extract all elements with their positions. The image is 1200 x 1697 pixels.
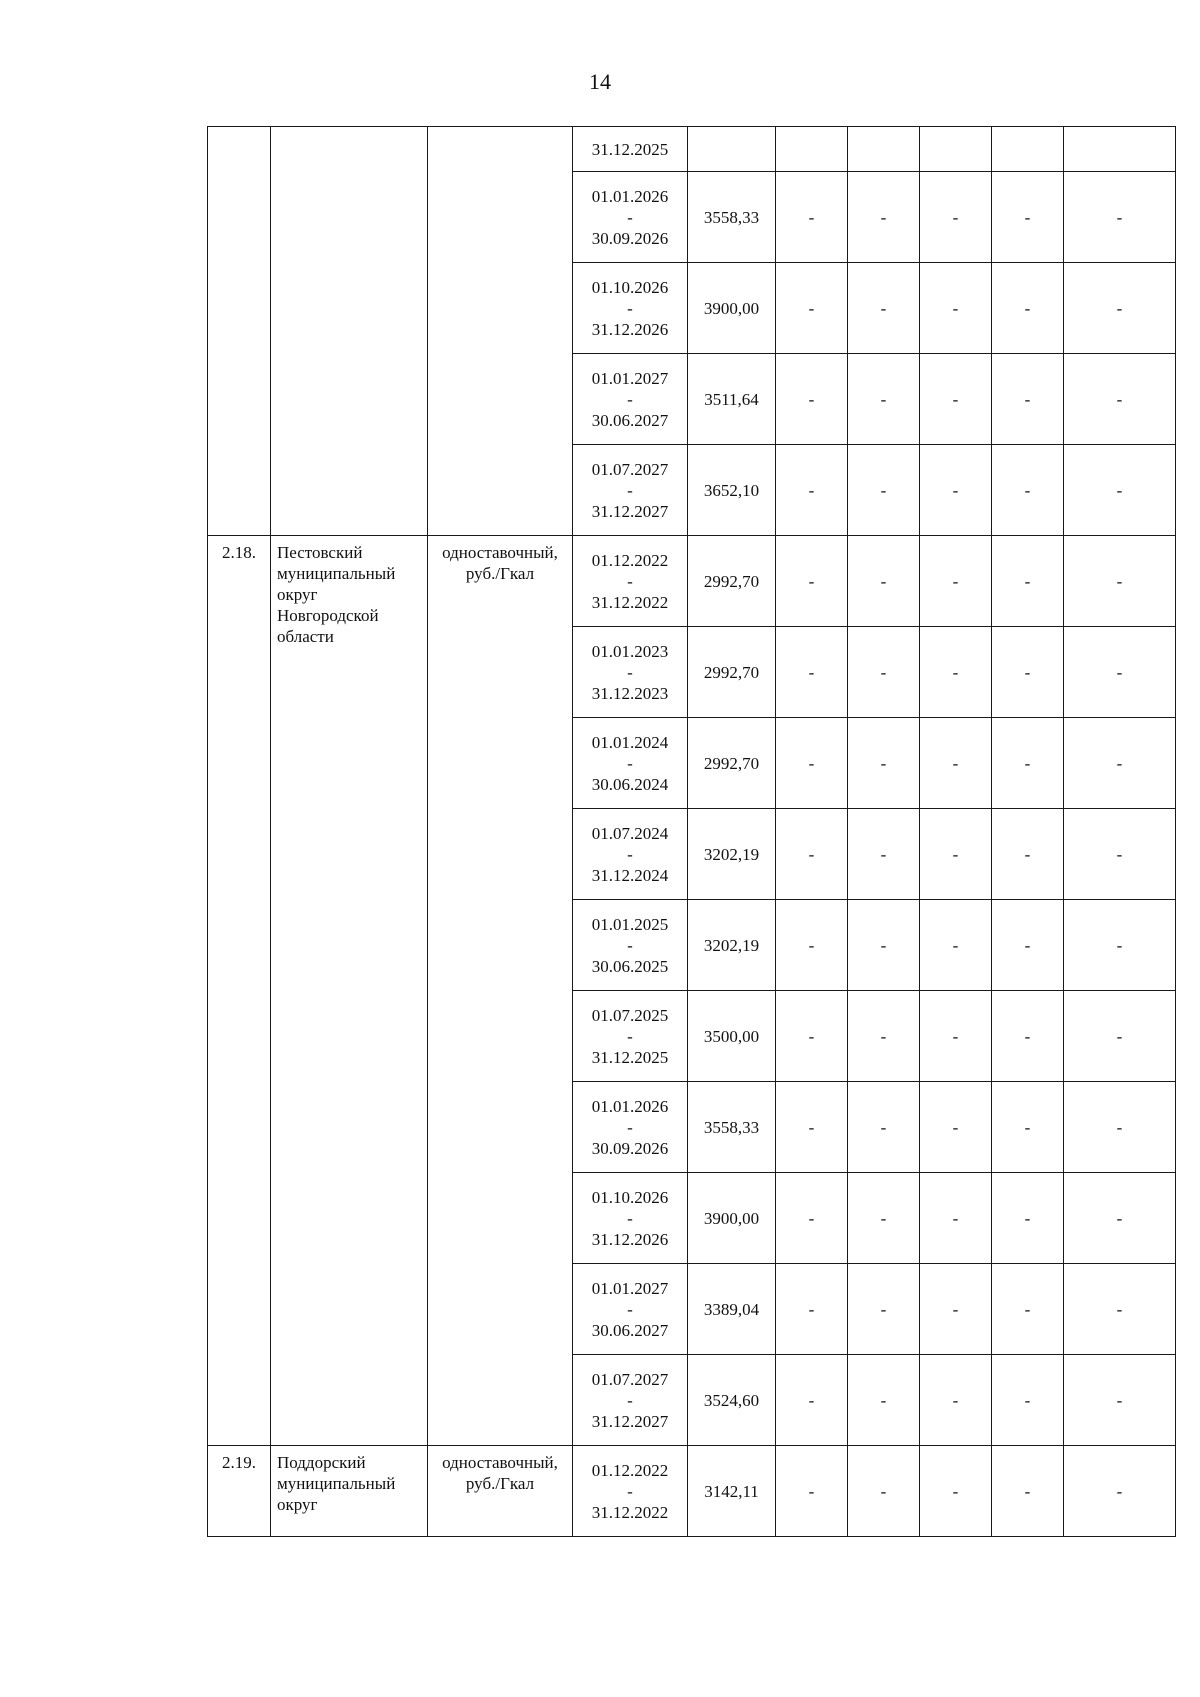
period-end: 31.12.2026 xyxy=(591,1229,669,1249)
period-sep: - xyxy=(627,1390,633,1410)
dash-cell: - xyxy=(992,172,1064,263)
period-end: 30.06.2025 xyxy=(591,956,669,976)
period-end: 30.06.2027 xyxy=(591,1320,669,1340)
dash-cell: - xyxy=(920,1446,992,1537)
period-cell xyxy=(573,445,688,536)
dash-cell: - xyxy=(992,1264,1064,1355)
period-end: 31.12.2022 xyxy=(591,1502,669,1522)
period-cell xyxy=(573,354,688,445)
table-row xyxy=(208,1446,1176,1537)
value-cell: 2992,70 xyxy=(688,627,776,718)
dash-cell: - xyxy=(920,627,992,718)
dash-cell: - xyxy=(992,809,1064,900)
page-number: 14 xyxy=(589,69,611,94)
period-cell xyxy=(573,900,688,991)
row-number-cell: 2.19. xyxy=(208,1446,271,1537)
period-start: 01.07.2024 xyxy=(591,823,669,843)
dash-cell: - xyxy=(1064,900,1176,991)
period-end: 31.12.2026 xyxy=(591,319,669,339)
period-start: 01.07.2025 xyxy=(591,1005,669,1025)
dash-cell: - xyxy=(848,991,920,1082)
dash-cell: - xyxy=(776,1355,848,1446)
period-sep: - xyxy=(627,1481,633,1501)
period-start: 01.01.2027 xyxy=(591,368,669,388)
dash-cell: - xyxy=(920,354,992,445)
empty-cell xyxy=(848,127,920,172)
name-cell xyxy=(271,127,428,536)
value-cell: 3511,64 xyxy=(688,354,776,445)
dash-cell: - xyxy=(848,900,920,991)
unit-cell: одноставочный, руб./Гкал xyxy=(428,536,573,1446)
period-start: 01.10.2026 xyxy=(591,277,669,297)
dash-cell: - xyxy=(1064,718,1176,809)
dash-cell: - xyxy=(848,354,920,445)
period-sep: - xyxy=(627,571,633,591)
dash-cell: - xyxy=(1064,627,1176,718)
dash-cell: - xyxy=(992,263,1064,354)
dash-cell: - xyxy=(848,1173,920,1264)
dash-cell: - xyxy=(848,536,920,627)
period-start: 01.10.2026 xyxy=(591,1187,669,1207)
dash-cell: - xyxy=(1064,1082,1176,1173)
period-cell xyxy=(573,1355,688,1446)
dash-cell: - xyxy=(992,1173,1064,1264)
period-cell xyxy=(573,627,688,718)
tariff-table xyxy=(207,126,1176,1537)
period-end: 30.06.2024 xyxy=(591,774,669,794)
dash-cell: - xyxy=(776,445,848,536)
row-number-cell: 2.18. xyxy=(208,536,271,1446)
period-start: 01.01.2026 xyxy=(591,186,669,206)
period-sep: - xyxy=(627,389,633,409)
value-cell: 3652,10 xyxy=(688,445,776,536)
value-cell: 3389,04 xyxy=(688,1264,776,1355)
value-cell: 2992,70 xyxy=(688,536,776,627)
value-cell: 3558,33 xyxy=(688,1082,776,1173)
period-cell: 31.12.2025 xyxy=(573,127,688,172)
dash-cell: - xyxy=(776,263,848,354)
dash-cell: - xyxy=(1064,1355,1176,1446)
row-number-cell xyxy=(208,127,271,536)
dash-cell: - xyxy=(920,718,992,809)
value-cell: 3524,60 xyxy=(688,1355,776,1446)
dash-cell: - xyxy=(920,900,992,991)
dash-cell: - xyxy=(1064,1173,1176,1264)
dash-cell: - xyxy=(1064,809,1176,900)
dash-cell: - xyxy=(848,1264,920,1355)
period-cell xyxy=(573,536,688,627)
period-cell xyxy=(573,1446,688,1537)
name-cell: Поддорский муниципальный округ xyxy=(271,1446,428,1537)
period-cell xyxy=(573,809,688,900)
dash-cell: - xyxy=(992,991,1064,1082)
dash-cell: - xyxy=(776,1264,848,1355)
dash-cell: - xyxy=(920,1173,992,1264)
value-cell: 3202,19 xyxy=(688,900,776,991)
empty-cell xyxy=(1064,127,1176,172)
period-start: 01.12.2022 xyxy=(591,1460,669,1480)
dash-cell: - xyxy=(848,1355,920,1446)
dash-cell: - xyxy=(920,263,992,354)
dash-cell: - xyxy=(848,172,920,263)
name-cell: Пестовский муниципальный округ Новгородской области xyxy=(271,536,428,1446)
value-cell: 3500,00 xyxy=(688,991,776,1082)
dash-cell: - xyxy=(920,445,992,536)
dash-cell: - xyxy=(848,809,920,900)
period-start: 01.01.2023 xyxy=(591,641,669,661)
period-end: 31.12.2022 xyxy=(591,592,669,612)
period-cell xyxy=(573,263,688,354)
period-end: 31.12.2027 xyxy=(591,501,669,521)
dash-cell: - xyxy=(776,991,848,1082)
value-cell: 3142,11 xyxy=(688,1446,776,1537)
period-cell xyxy=(573,1173,688,1264)
dash-cell: - xyxy=(920,1355,992,1446)
dash-cell: - xyxy=(776,627,848,718)
period-start: 01.07.2027 xyxy=(591,459,669,479)
period-end: 30.06.2027 xyxy=(591,410,669,430)
period-cell xyxy=(573,1264,688,1355)
unit-cell xyxy=(428,127,573,536)
period-cell xyxy=(573,172,688,263)
period-end: 31.12.2025 xyxy=(591,1047,669,1067)
value-cell: 2992,70 xyxy=(688,718,776,809)
value-cell: 3558,33 xyxy=(688,172,776,263)
dash-cell: - xyxy=(992,354,1064,445)
dash-cell: - xyxy=(920,1082,992,1173)
period-sep: - xyxy=(627,662,633,682)
empty-cell xyxy=(776,127,848,172)
dash-cell: - xyxy=(848,718,920,809)
dash-cell: - xyxy=(848,1082,920,1173)
dash-cell: - xyxy=(776,809,848,900)
dash-cell: - xyxy=(992,445,1064,536)
dash-cell: - xyxy=(992,536,1064,627)
value-cell: 3202,19 xyxy=(688,809,776,900)
dash-cell: - xyxy=(848,627,920,718)
dash-cell: - xyxy=(848,263,920,354)
dash-cell: - xyxy=(776,1173,848,1264)
period-sep: - xyxy=(627,1117,633,1137)
value-cell: 3900,00 xyxy=(688,263,776,354)
dash-cell: - xyxy=(992,718,1064,809)
table-body xyxy=(208,127,1176,1537)
period-end: 31.12.2027 xyxy=(591,1411,669,1431)
period-start: 01.07.2027 xyxy=(591,1369,669,1389)
dash-cell: - xyxy=(920,1264,992,1355)
period-sep: - xyxy=(627,207,633,227)
period-start: 01.01.2024 xyxy=(591,732,669,752)
dash-cell: - xyxy=(992,1355,1064,1446)
dash-cell: - xyxy=(1064,1264,1176,1355)
dash-cell: - xyxy=(776,718,848,809)
period-end: 31.12.2024 xyxy=(591,865,669,885)
dash-cell: - xyxy=(992,1446,1064,1537)
dash-cell: - xyxy=(920,809,992,900)
table-row xyxy=(208,127,1176,172)
period-end: 31.12.2023 xyxy=(591,683,669,703)
period-end: 30.09.2026 xyxy=(591,228,669,248)
dash-cell: - xyxy=(776,900,848,991)
table-row xyxy=(208,536,1176,627)
dash-cell: - xyxy=(776,536,848,627)
period-sep: - xyxy=(627,1026,633,1046)
period-sep: - xyxy=(627,844,633,864)
unit-cell: одноставочный, руб./Гкал xyxy=(428,1446,573,1537)
period-cell xyxy=(573,1082,688,1173)
dash-cell: - xyxy=(1064,536,1176,627)
value-cell xyxy=(688,127,776,172)
dash-cell: - xyxy=(920,172,992,263)
dash-cell: - xyxy=(1064,991,1176,1082)
dash-cell: - xyxy=(992,1082,1064,1173)
dash-cell: - xyxy=(920,536,992,627)
dash-cell: - xyxy=(848,445,920,536)
dash-cell: - xyxy=(1064,354,1176,445)
dash-cell: - xyxy=(776,1082,848,1173)
dash-cell: - xyxy=(992,900,1064,991)
period-sep: - xyxy=(627,1299,633,1319)
period-cell xyxy=(573,991,688,1082)
dash-cell: - xyxy=(1064,172,1176,263)
period-start: 01.01.2025 xyxy=(591,914,669,934)
dash-cell: - xyxy=(1064,1446,1176,1537)
dash-cell: - xyxy=(920,991,992,1082)
empty-cell xyxy=(992,127,1064,172)
period-start: 01.01.2027 xyxy=(591,1278,669,1298)
period-sep: - xyxy=(627,1208,633,1228)
dash-cell: - xyxy=(848,1446,920,1537)
dash-cell: - xyxy=(1064,263,1176,354)
period-start: 01.01.2026 xyxy=(591,1096,669,1116)
value-cell: 3900,00 xyxy=(688,1173,776,1264)
period-end: 30.09.2026 xyxy=(591,1138,669,1158)
dash-cell: - xyxy=(992,627,1064,718)
dash-cell: - xyxy=(776,1446,848,1537)
period-sep: - xyxy=(627,753,633,773)
period-sep: - xyxy=(627,298,633,318)
period-sep: - xyxy=(627,480,633,500)
dash-cell: - xyxy=(776,172,848,263)
period-cell xyxy=(573,718,688,809)
period-sep: - xyxy=(627,935,633,955)
empty-cell xyxy=(920,127,992,172)
period-start: 01.12.2022 xyxy=(591,550,669,570)
dash-cell: - xyxy=(776,354,848,445)
dash-cell: - xyxy=(1064,445,1176,536)
